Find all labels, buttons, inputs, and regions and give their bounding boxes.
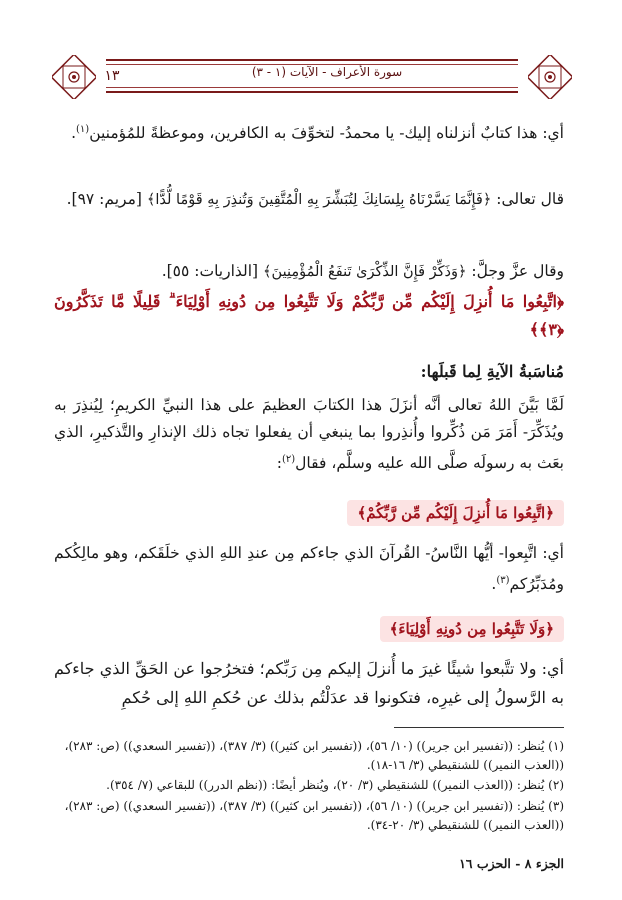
quran-quote: ﴿فَإِنَّمَا يَسَّرْنَاهُ بِلِسَانِكَ لِتُبَشِّرَ بِهِ الْمُتَّقِينَ وَتُنذِرَ بِهِ قَوْمًا لُّدًّا﴾ bbox=[146, 192, 492, 208]
footnote-divider bbox=[394, 727, 564, 728]
footnote-2: (٢) يُنظر: ((العذب النمير)) للشنقيطي (٣/ ٢٠)، ويُنظر أيضًا: ((نظم الدرر)) للبقاعي (٧/ ٣٥٤). bbox=[106, 778, 564, 792]
paragraph-5: أي: اتَّبِعوا- أيُّها النَّاسُ- القُرآنَ الذي جاءكم مِن عندِ اللهِ الذي خلَقَكم، وهو مالِكُكم ومُدَبِّرُكم$^{(٣)}$. bbox=[54, 544, 564, 594]
quran-quote: ﴿وَذَكِّرْ فَإِنَّ الذِّكْرَىٰ تَنفَعُ الْمُؤْمِنِينَ﴾ bbox=[263, 264, 467, 280]
footnote-3: (٣) يُنظر: ((تفسير ابن جرير)) (١٠/ ٥٦)، ((تفسير ابن كثير)) (٣/ ٣٨٧)، ((تفسير السعدي)) (ص: ٢٨٣)، ((العذب النمير)) للشنقيطي (٣/ ٢٠-٣٤). bbox=[64, 799, 564, 832]
page-header bbox=[52, 55, 572, 99]
paragraph-6: أي: ولا تتَّبعوا شيئًا غيرَ ما أُنزلَ إليكم مِن رَبِّكم؛ فتخرُجوا عن الحَقِّ الذي جاءكم به الرَّسولُ إلى غيرِه، فتكونوا قد عدَلْتُم بذلك عن حُكمِ اللهِ إلى حُكمِ bbox=[54, 659, 564, 707]
page-footer: الجزء ٨ - الحزب ١٦ bbox=[459, 856, 564, 871]
running-title: سورة الأعراف - الآيات (١ - ٣) bbox=[251, 65, 403, 79]
verse-highlight-1: ﴿اتَّبِعُوا مَا أُنزِلَ إِلَيْكُم مِّن رَّبِّكُمْ﴾ bbox=[347, 500, 564, 526]
paragraph-2: قال تعالى: ﴿فَإِنَّمَا يَسَّرْنَاهُ بِلِسَانِكَ لِتُبَشِّرَ بِهِ الْمُتَّقِينَ وَتُنذِرَ بِهِ قَوْمًا لُّدًّا﴾ [مريم: ٩٧]. bbox=[66, 190, 564, 208]
paragraph-3: وقال عزَّ وجلَّ: ﴿وَذَكِّرْ فَإِنَّ الذِّكْرَىٰ تَنفَعُ الْمُؤْمِنِينَ﴾ [الذاريات: ٥٥]. bbox=[161, 262, 564, 280]
paragraph-4: لَمَّا بَيَّنَ اللهُ تعالى أنَّه أنزَلَ هذا الكتابَ العظيمَ على هذا النبيِّ الكريمِ؛ لِيُنذِرَ به ويُذَكِّرَ- أَمَرَ مَن ذُكِّروا وأُنذِروا بما ينبغي أن يفعلوا تجاه ذلك الإنذارِ والتَّذكيرِ، الذي بعَث به رسولَه صلَّى الله عليه وسلَّم، فقال$^{(٢)}$: bbox=[54, 396, 564, 473]
verse-highlight-2: ﴿وَلَا تَتَّبِعُوا مِن دُونِهِ أَوْلِيَاءَ﴾ bbox=[380, 616, 564, 642]
footnote-1: (١) يُنظر: ((تفسير ابن جرير)) (١٠/ ٥٦)، ((تفسير ابن كثير)) (٣/ ٣٨٧)، ((تفسير السعدي)) (ص: ٢٨٣)، ((العذب النمير)) للشنقيطي (٣/ ١٦-١٨). bbox=[64, 739, 564, 772]
page-number: ١٣ bbox=[104, 68, 120, 84]
section-heading: مُناسَبةُ الآيةِ لِما قَبلَها: bbox=[420, 362, 564, 381]
ornament-right-icon bbox=[528, 55, 572, 99]
paragraph-1: أي: هذا كتابٌ أنزلناه إليك- يا محمدُ- لتخوِّفَ به الكافرين، وموعظةً للمُؤمنين$^{(١)}$. bbox=[71, 124, 564, 143]
verse-text: ﴿اتَّبِعُوا مَا أُنزِلَ إِلَيْكُم مِّن رَّبِّكُمْ وَلَا تَتَّبِعُوا مِن دُونِهِ أَوْلِيَاءَ ۗ قَلِيلًا مَّا تَذَكَّرُونَ ﴿٣﴾﴾ bbox=[54, 292, 564, 339]
